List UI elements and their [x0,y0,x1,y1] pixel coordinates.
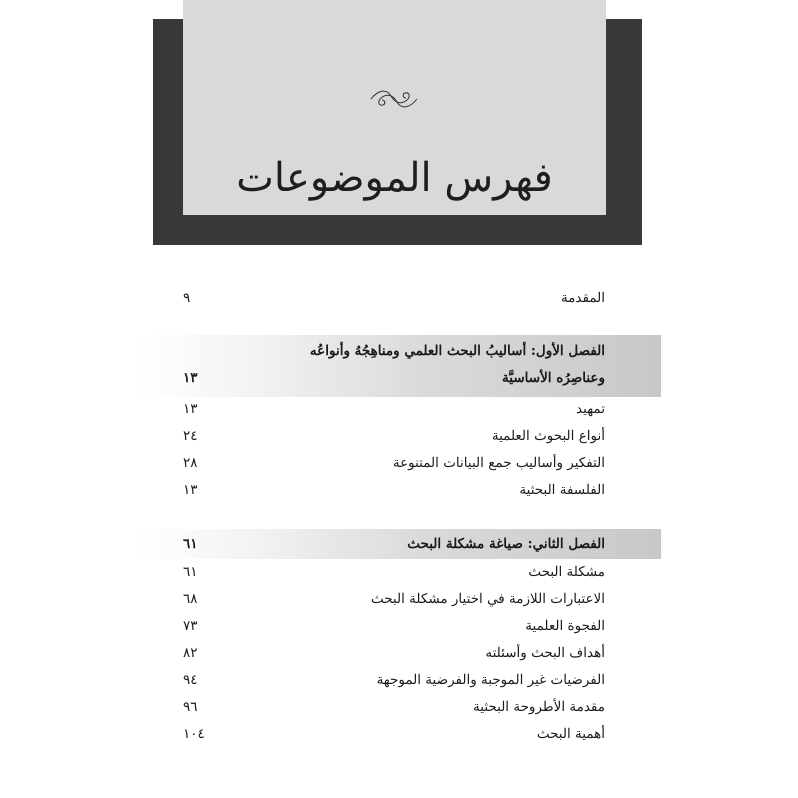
toc-entry[interactable] [183,476,661,503]
toc-entry-title: الفرضيات غير الموجبة والفرضية الموجهة [376,671,605,688]
toc-entry-title: مقدمة الأطروحة البحثية [473,698,605,715]
toc-entry[interactable] [183,449,661,476]
chapter-1-heading[interactable] [138,335,661,397]
toc-entry[interactable] [183,720,661,747]
toc-entry-title: الاعتبارات اللازمة في اختيار مشكلة البحث [370,590,605,607]
toc-entry-title: الفجوة العلمية [525,617,605,634]
toc-entry-title: مشكلة البحث [528,563,605,580]
toc-entry-title: تمهيد [576,400,605,417]
toc-entry-title: أنواع البحوث العلمية [491,427,605,444]
toc-entry-title: أهمية البحث [536,725,605,742]
toc-entry-title: التفكير وأساليب جمع البيانات المتنوعة [392,454,605,471]
header-light-panel [183,0,606,215]
chapter-1-page: ١٣ [183,370,198,386]
chapter-2-title: الفصل الثاني: صياغة مشكلة البحث [407,536,605,552]
chapter-2-page: ٦١ [183,536,198,552]
flourish-ornament-icon [369,84,419,114]
chapter-2-heading[interactable] [138,529,661,559]
toc-entry-page: ١٠٤ [183,725,205,742]
toc-entry-page: ٢٤ [183,427,198,444]
toc-entry-intro[interactable] [183,284,661,311]
toc-entry[interactable] [183,558,661,585]
toc-entry[interactable] [183,422,661,449]
toc-entry-page: ١٣ [183,481,198,498]
toc-entry-title: الفلسفة البحثية [519,481,605,498]
chapter-1-title-line2: وعناصِرُه الأساسيَّة [502,370,605,386]
toc-entry-page: ٩٤ [183,671,198,688]
toc-entry[interactable] [183,612,661,639]
toc-entry-title: المقدمة [560,289,605,306]
toc-entry[interactable] [183,639,661,666]
toc-entry-page: ٦١ [183,563,198,580]
toc-entry-title: أهداف البحث وأسئلته [485,644,605,661]
toc-entry-page: ٦٨ [183,590,198,607]
toc-entry[interactable] [183,666,661,693]
page-title: فهرس الموضوعات [236,155,553,201]
toc-entry-page: ٩ [183,289,191,306]
toc-entry-page: ٧٣ [183,617,198,634]
toc-entry-page: ١٣ [183,400,198,417]
toc-entry[interactable] [183,693,661,720]
chapter-1-title-line1: الفصل الأول: أساليبُ البحث العلمي ومناهِجُهُ وأنواعُه [309,343,605,359]
toc-entry-page: ٨٢ [183,644,198,661]
toc-entry-page: ٩٦ [183,698,198,715]
toc-entry[interactable] [183,585,661,612]
toc-entry[interactable] [183,395,661,422]
toc-entry-page: ٢٨ [183,454,198,471]
